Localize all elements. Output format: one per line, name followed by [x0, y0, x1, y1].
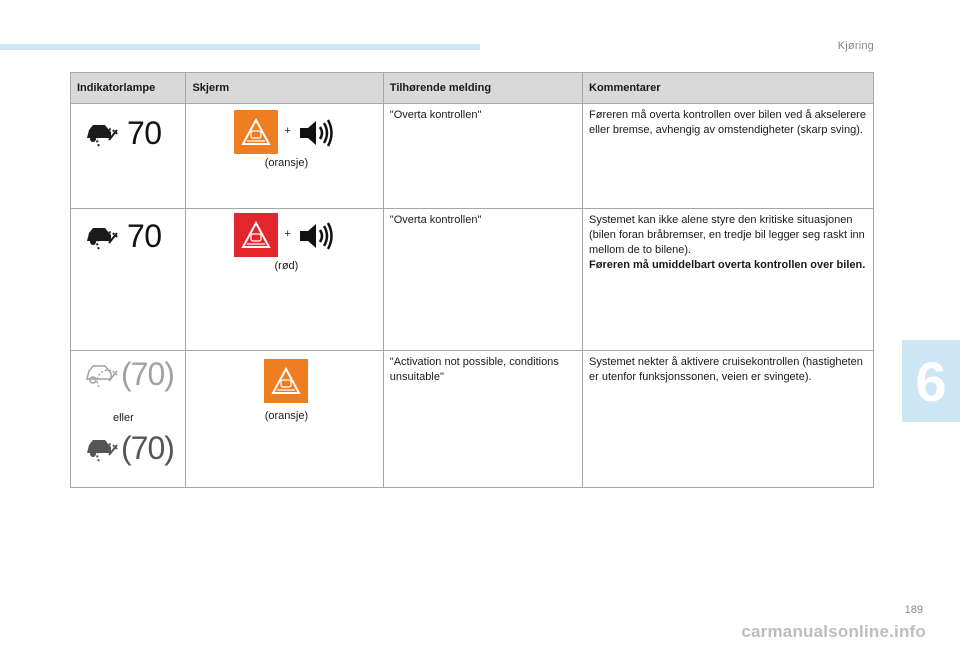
cruise-indicator	[85, 114, 162, 151]
message-cell	[383, 351, 582, 488]
screen-color-note: (rød)	[274, 260, 299, 272]
indicator-cell	[71, 351, 186, 488]
comment-text: Systemet nekter å aktivere cruisekontrollen (hastigheten er utenfor funksjonssonen, veien er svingete).	[589, 356, 863, 383]
message-text: "Overta kontrollen"	[389, 109, 482, 121]
comment-text: Føreren må overta kontrollen over bilen ved å akselerere eller bremse, avhengig av omstendigheter (skarp sving).	[589, 109, 866, 136]
comment-cell	[583, 104, 874, 209]
speed-value: (70)	[121, 355, 174, 392]
speaker-icon	[298, 118, 336, 148]
speed-value: (70)	[121, 429, 174, 466]
screen-cell	[186, 104, 383, 209]
chapter-tab: 6	[902, 340, 960, 422]
table-header-row	[71, 73, 874, 104]
screen-color-note: (oransje)	[264, 157, 309, 169]
plus-sign: +	[284, 228, 291, 240]
message-cell	[383, 209, 582, 351]
table-row	[71, 209, 874, 351]
or-label: eller	[113, 412, 134, 424]
indicator-cell	[71, 104, 186, 209]
comment-cell	[583, 351, 874, 488]
table-row	[71, 104, 874, 209]
cruise-indicator	[85, 217, 162, 254]
screen-color-note: (oransje)	[264, 410, 309, 422]
cruise-indicator-outline	[85, 355, 174, 392]
warning-display-icon	[234, 213, 278, 257]
speed-value: 70	[127, 114, 162, 151]
column-header: Indikatorlampe	[71, 73, 186, 104]
message-cell	[383, 104, 582, 209]
warning-display-icon	[234, 110, 278, 154]
screen-cell	[186, 351, 383, 488]
speaker-icon	[298, 221, 336, 251]
indicator-table	[70, 72, 874, 488]
column-header: Skjerm	[186, 73, 383, 104]
comment-text: Systemet kan ikke alene styre den kritiske situasjonen (bilen foran bråbremser, en tredje bil legger seg raskt inn mellom de to bilene).	[589, 214, 865, 256]
footer-watermark: carmanualsonline.info	[741, 622, 926, 641]
table-row	[71, 351, 874, 488]
indicator-cell	[71, 209, 186, 351]
warning-display-icon	[264, 359, 308, 403]
cruise-indicator	[85, 429, 174, 466]
page-number: 189	[904, 604, 923, 616]
plus-sign: +	[284, 125, 291, 137]
speed-value: 70	[127, 217, 162, 254]
column-header: Kommentarer	[583, 73, 874, 104]
car-speedometer-icon	[85, 221, 119, 251]
message-text: "Overta kontrollen"	[389, 214, 482, 226]
car-speedometer-icon	[85, 118, 119, 148]
message-text: "Activation not possible, conditions unsuitable"	[389, 356, 559, 383]
comment-bold-text: Føreren må umiddelbart overta kontrollen over bilen.	[589, 259, 866, 271]
section-title: Kjøring	[837, 40, 874, 52]
car-speedometer-icon	[85, 433, 119, 463]
screen-cell	[186, 209, 383, 351]
top-color-bar	[0, 44, 480, 50]
comment-cell	[583, 209, 874, 351]
car-speedometer-outline-icon	[85, 359, 119, 389]
column-header: Tilhørende melding	[383, 73, 582, 104]
